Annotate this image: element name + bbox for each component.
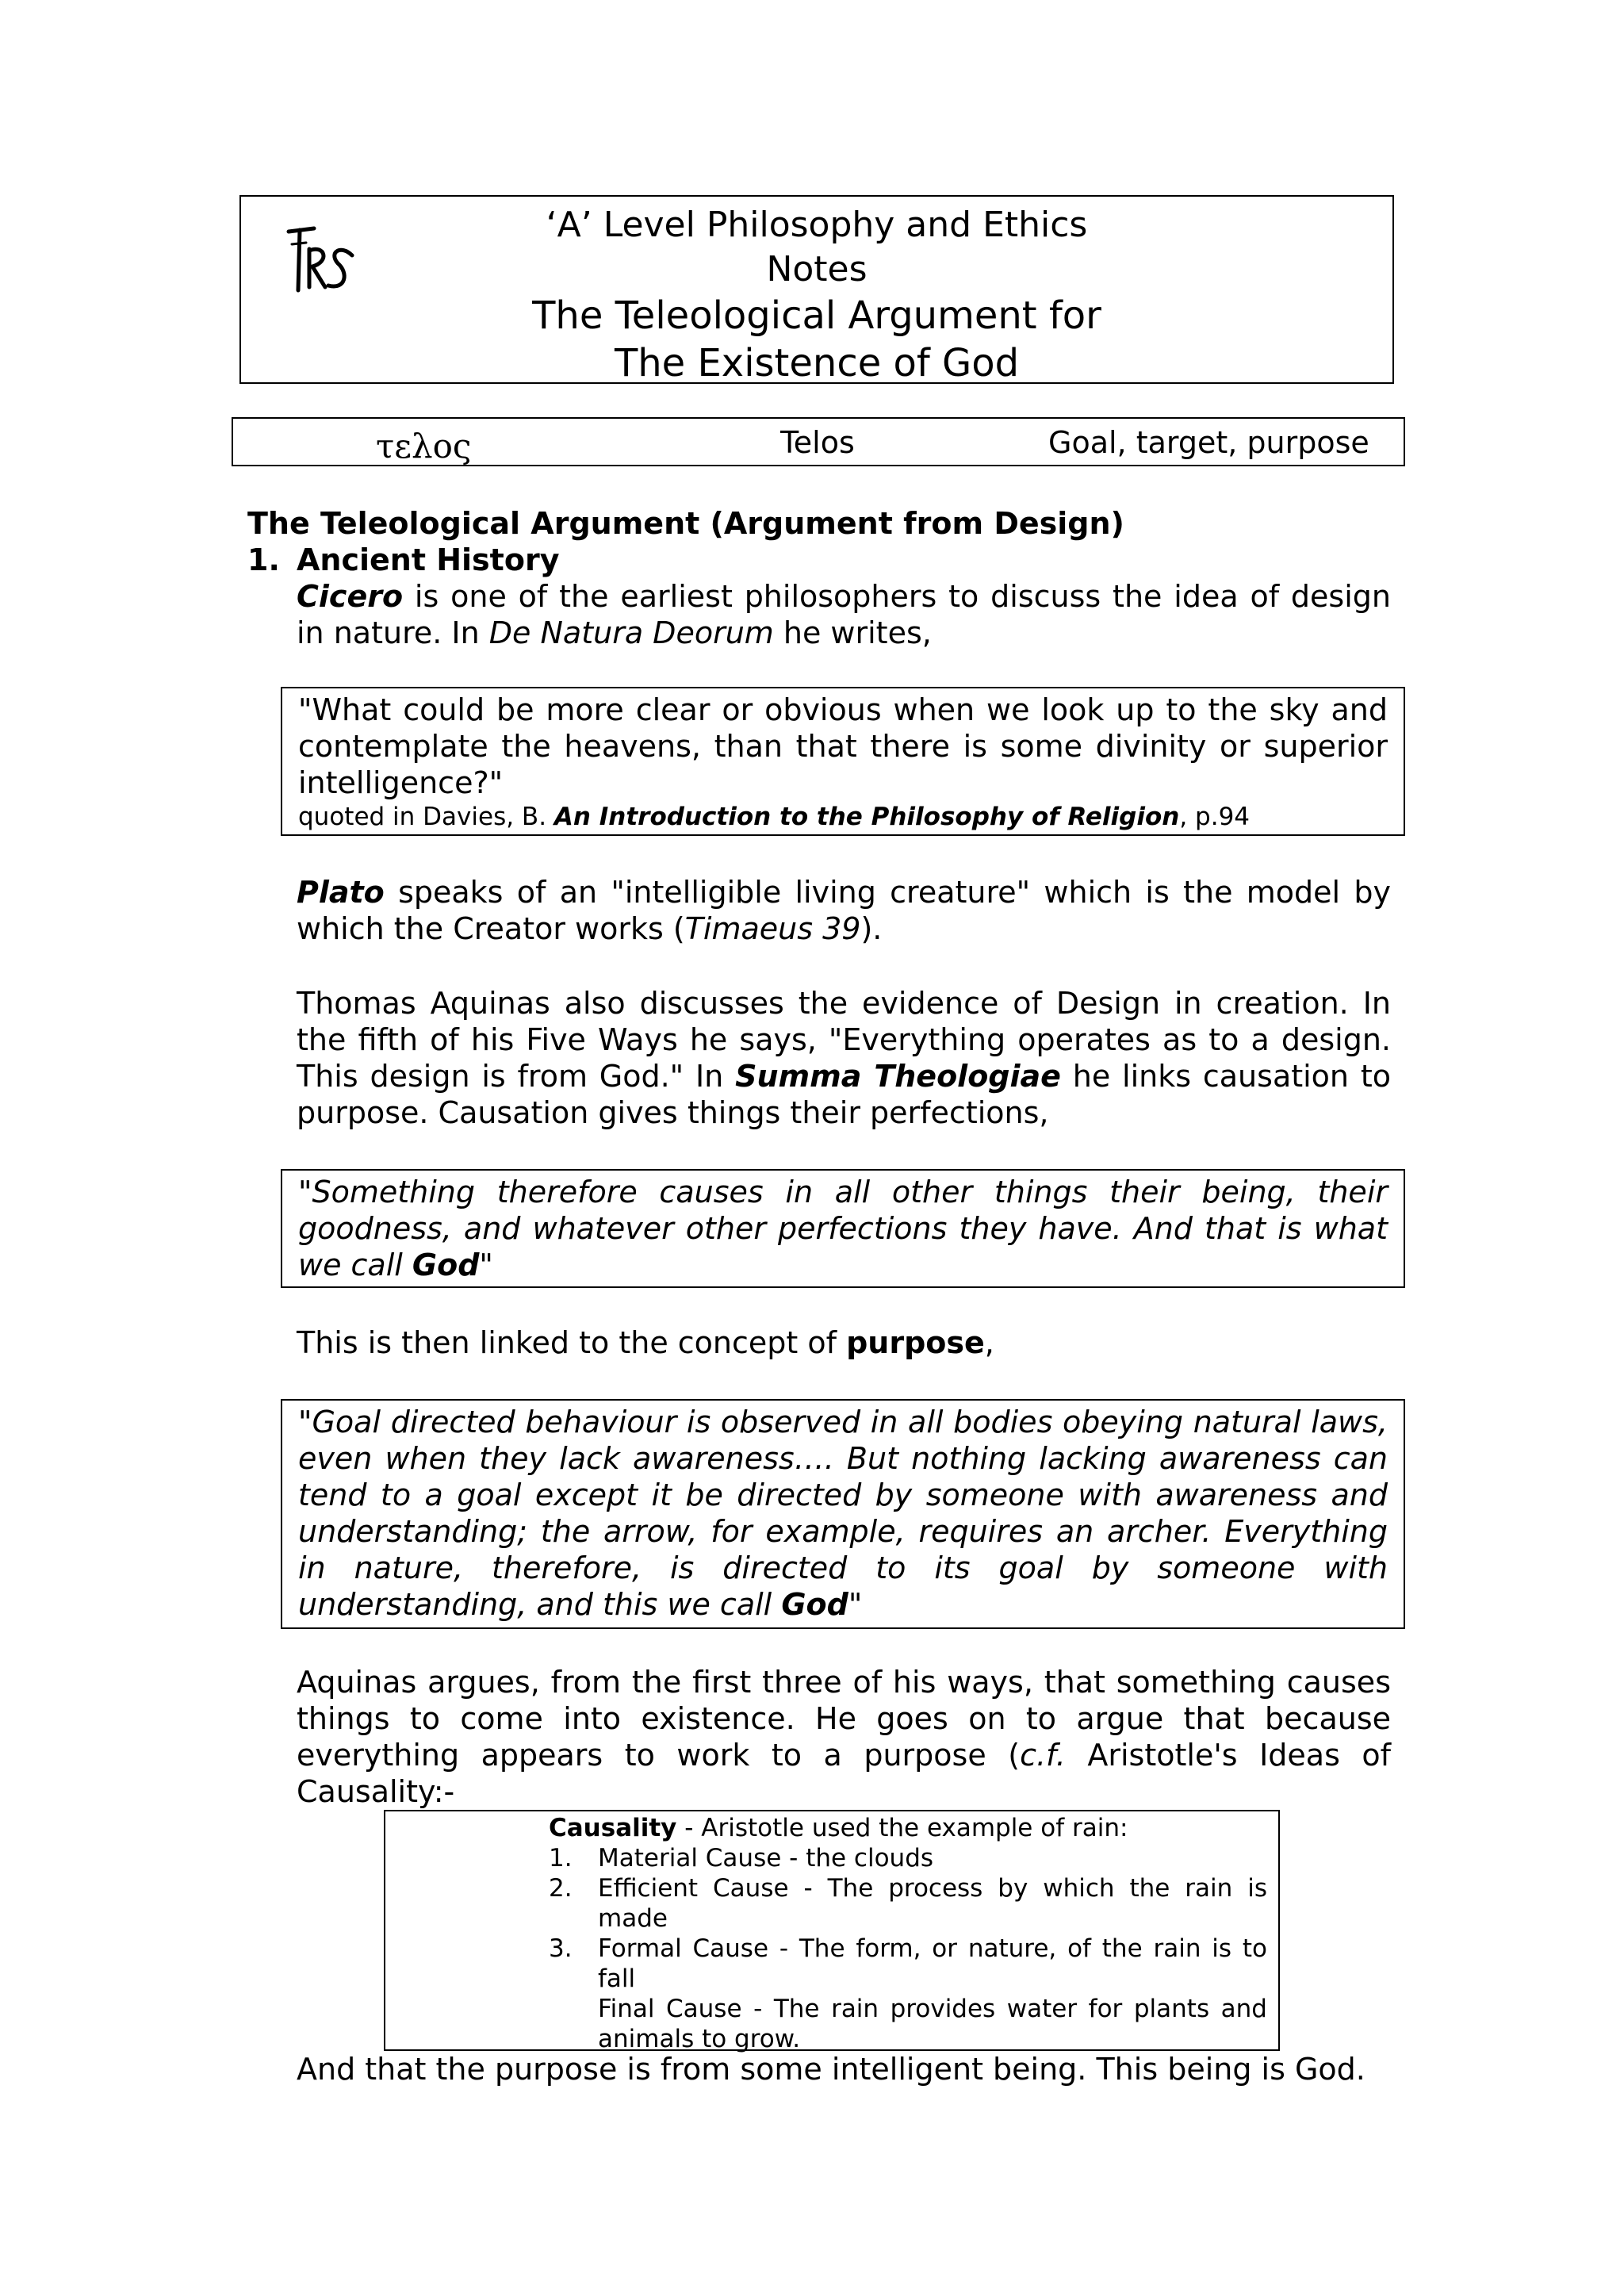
list-number: 3. bbox=[549, 1934, 573, 1963]
title-box bbox=[239, 195, 1394, 384]
cicero-text: is one of the earliest philosophers to discuss the idea of design in nature. In bbox=[297, 579, 1391, 650]
causality-list bbox=[549, 1813, 1267, 2054]
title-line-4: The Existence of God bbox=[614, 341, 1020, 385]
cicero-quote: "What could be more clear or obvious when we look up to the sky and contemplate the heavens, than that there is some divinity or superior intelligence?" bbox=[298, 692, 1388, 800]
cicero-text-end: he writes, bbox=[773, 615, 932, 650]
subsection-number: 1. bbox=[247, 542, 280, 577]
term-meaning: Goal, target, purpose bbox=[1048, 425, 1369, 460]
transliteration: Telos bbox=[780, 425, 855, 460]
citation-title: An Introduction to the Philosophy of Religion bbox=[553, 803, 1180, 831]
title-line-1: ‘A’ Level Philosophy and Ethics bbox=[546, 205, 1088, 245]
purpose-text: This is then linked to the concept of bbox=[297, 1325, 847, 1360]
aquinas-argues-paragraph bbox=[297, 1664, 1391, 1810]
aquinas-paragraph bbox=[297, 985, 1391, 1131]
document-title bbox=[241, 203, 1392, 387]
cicero-quote-box bbox=[281, 687, 1405, 836]
purpose-comma: , bbox=[984, 1325, 994, 1360]
summa-quote-box bbox=[281, 1169, 1405, 1288]
purpose-word: purpose bbox=[846, 1325, 985, 1360]
summa-quote-god: God bbox=[412, 1248, 480, 1282]
causality-heading bbox=[549, 1813, 1267, 1843]
causality-intro: - Aristotle used the example of rain: bbox=[676, 1814, 1128, 1842]
purpose-line bbox=[297, 1324, 994, 1361]
archer-quote-open: " bbox=[298, 1405, 312, 1439]
aquinas-work: Summa Theologiae bbox=[735, 1059, 1061, 1094]
conclusion-line: And that the purpose is from some intelligent being. This being is God. bbox=[297, 2052, 1365, 2087]
glossary-row bbox=[232, 417, 1405, 466]
list-text: Material Cause - the clouds bbox=[598, 1844, 934, 1872]
cicero-paragraph bbox=[297, 578, 1391, 651]
title-line-3: The Teleological Argument for bbox=[532, 293, 1101, 338]
causality-title: Causality bbox=[549, 1814, 677, 1842]
aquinas-text: Thomas Aquinas also discusses the evidence of Design in creation. In the fifth of his Five Ways he says, "Everything operates as to a design. This design is from God." In bbox=[297, 986, 1391, 1094]
archer-quote-god: God bbox=[781, 1587, 848, 1622]
summa-quote-end: " bbox=[479, 1248, 493, 1282]
cicero-name: Cicero bbox=[297, 579, 404, 614]
citation-prefix: quoted in Davies, B. bbox=[298, 803, 554, 831]
summa-quote: "Something therefore causes in all other things their being, their goodness, and whatever other perfections they have. And that is what we call bbox=[298, 1175, 1388, 1282]
section-heading: The Teleological Argument (Argument from Design) bbox=[247, 506, 1124, 541]
plato-text: speaks of an "intelligible living creature" which is the model by which the Creator works ( bbox=[297, 875, 1391, 946]
title-line-2: Notes bbox=[766, 249, 868, 289]
list-item bbox=[549, 1934, 1267, 1994]
list-number: 2. bbox=[549, 1874, 573, 1903]
archer-quote-end: " bbox=[848, 1587, 863, 1622]
aquinas-argues-text: Aquinas argues, from the first three of his ways, that something causes things to come into existence. He goes on to argue that because everything appears to work to a purpose ( bbox=[297, 1665, 1391, 1773]
cf-abbrev: c.f. bbox=[1020, 1738, 1066, 1773]
list-item bbox=[549, 1843, 1267, 1873]
plato-text-end: ). bbox=[860, 911, 883, 946]
aquinas-text-end: he links causation to purpose. Causation gives things their perfections, bbox=[297, 1059, 1391, 1130]
list-text: Formal Cause - The form, or nature, of the rain is to fall bbox=[598, 1934, 1267, 1993]
list-text: Final Cause - The rain provides water for plants and animals to grow. bbox=[598, 1995, 1267, 2053]
plato-name: Plato bbox=[297, 875, 385, 910]
causality-box bbox=[384, 1810, 1280, 2051]
list-item bbox=[549, 1994, 1267, 2054]
subsection-title: Ancient History bbox=[297, 542, 560, 577]
cicero-work: De Natura Deorum bbox=[488, 615, 774, 650]
subsection-heading bbox=[247, 542, 560, 578]
plato-work: Timaeus 39 bbox=[684, 911, 861, 946]
archer-quote: Goal directed behaviour is observed in all bodies obeying natural laws, even when they lack awareness…. But nothing lacking awareness can tend to a goal except it be directed by someone with awareness and understanding; the arrow, for example, requires an archer. Everything in nature, therefore, is directed to its goal by someone with understanding, and this we call bbox=[298, 1405, 1388, 1622]
plato-paragraph bbox=[297, 874, 1391, 947]
list-item bbox=[549, 1873, 1267, 1934]
greek-term: τελος bbox=[376, 427, 472, 466]
aquinas-argues-text-end: Aristotle's Ideas of Causality:- bbox=[297, 1738, 1392, 1809]
list-text: Efficient Cause - The process by which the rain is made bbox=[598, 1874, 1267, 1933]
list-number bbox=[549, 1994, 598, 2054]
citation-page: , p.94 bbox=[1179, 803, 1251, 831]
archer-quote-box bbox=[281, 1399, 1405, 1629]
list-number: 1. bbox=[549, 1844, 573, 1872]
quote-citation bbox=[298, 801, 1388, 833]
